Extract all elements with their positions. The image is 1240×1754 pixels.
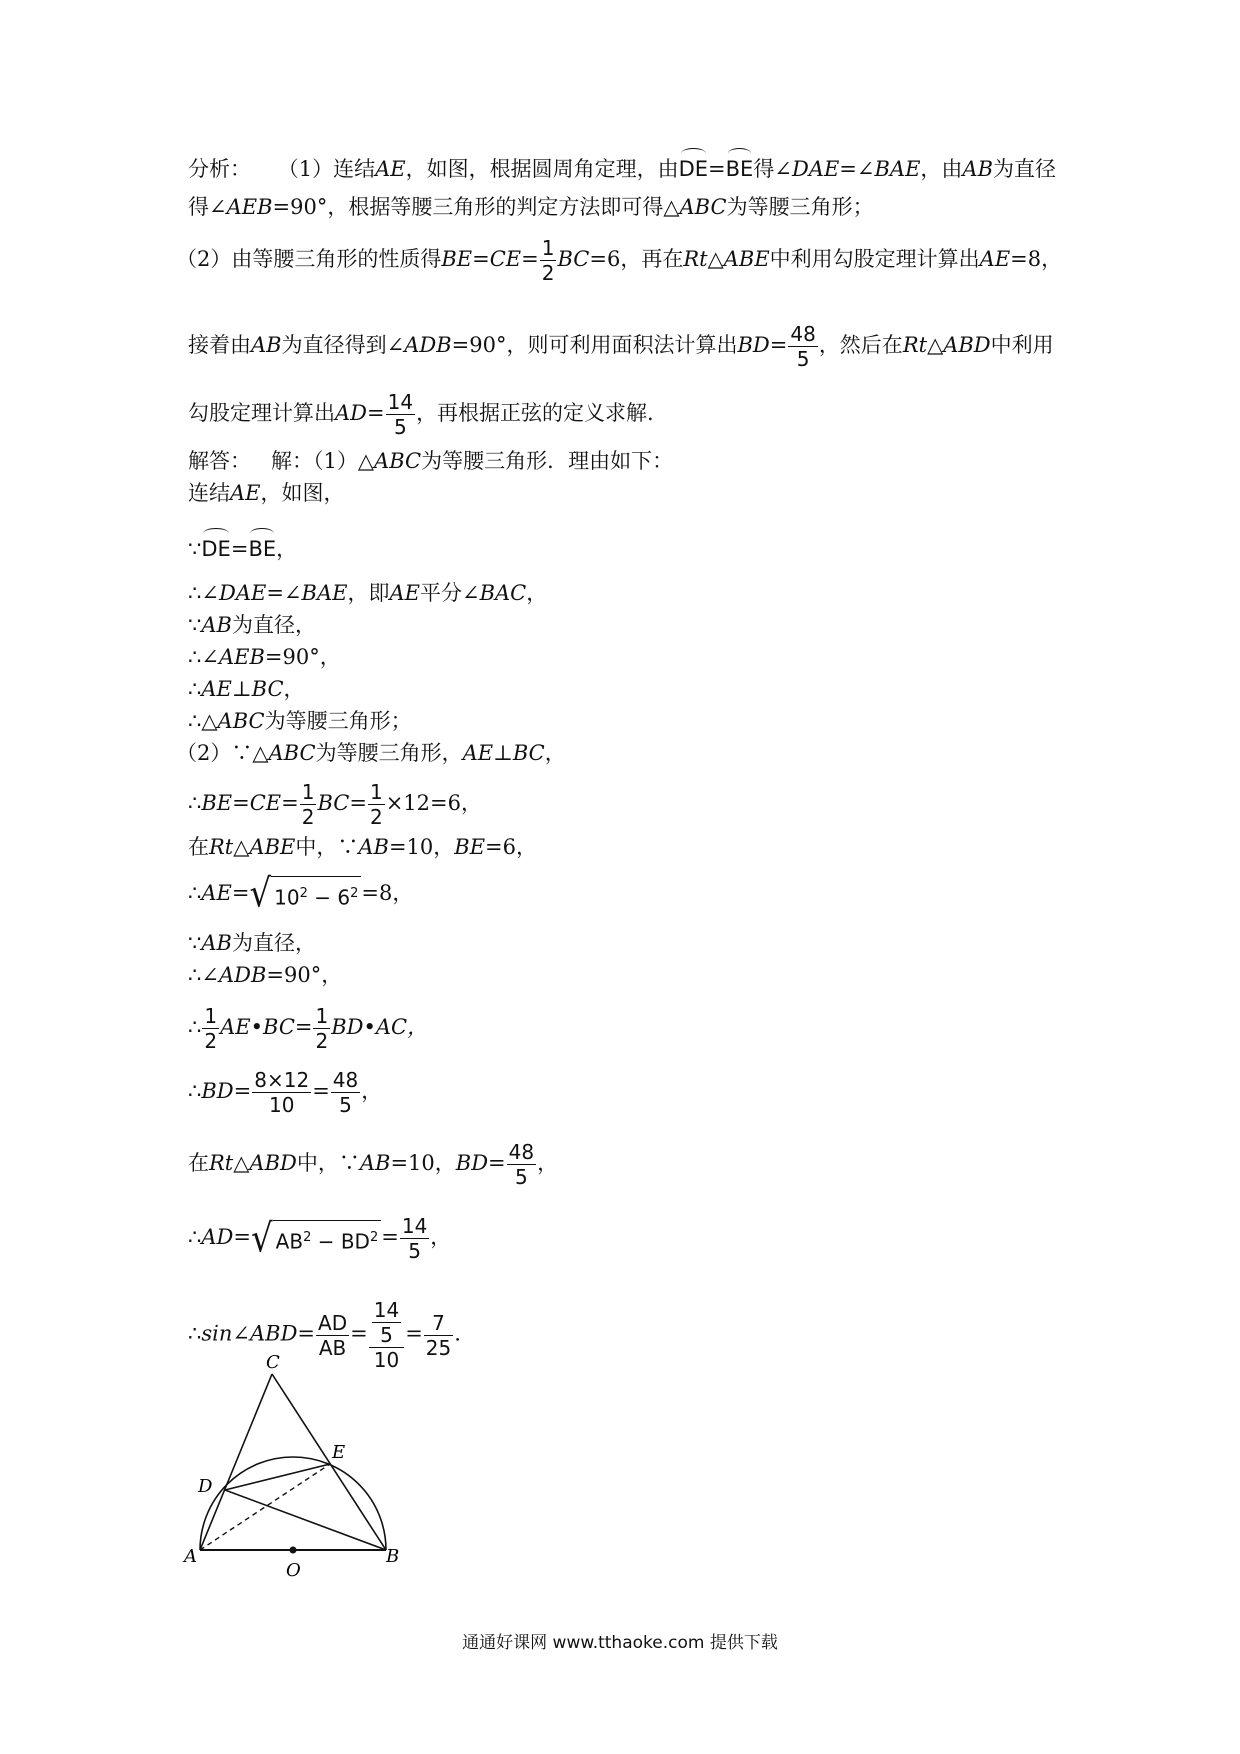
fraction-48-5: $\frac{48}{5}$ [790,322,816,371]
solution-line-7: ∴AE⊥BC， [188,677,305,701]
solution-line-8: ∴△ABC为等腰三角形； [188,709,412,733]
solution-line-2: 连结AE，如图， [188,481,345,505]
solution-line-5: ∵AB为直径， [188,613,316,637]
sqrt-expression: √ $10^2 - 6^2$ [249,876,361,913]
solution-line-17: 在Rt△ABD中，∵AB=10，BD= $\frac{48}{5}$ ， [188,1140,559,1189]
point-o [290,1547,297,1554]
solution-line-6: ∴∠AEB=90°， [188,645,341,669]
segment-db [225,1490,386,1550]
solution-line-18: ∴AD=√ $AB^2 - BD^2$ = $\frac{14}{5}$ ， [188,1214,452,1263]
analysis-line-3: （2）由等腰三角形的性质得BE=CE= $\frac{1}{2}$ BC=6，再在Rt△ABE中利用勾股定理计算出AE=8， [176,236,1063,285]
geometry-figure [180,1350,440,1590]
label-d: D [198,1476,213,1497]
semicircle [200,1457,386,1550]
analysis-line-2: 得∠AEB=90°，根据等腰三角形的判定方法即可得△ABC为等腰三角形； [188,195,874,219]
label-e: E [332,1442,346,1463]
footer-text: 通通好课网 www.tthaoke.com 提供下载 [462,1633,778,1653]
label-o: O [286,1560,301,1581]
arc-be: BE [726,150,754,184]
segment-de [225,1464,330,1490]
solution-line-9: （2）∵△ABC为等腰三角形，AE⊥BC， [176,741,566,765]
solution-line-3: ∵DE=BE， [188,530,297,564]
analysis-line-1: 分析： （1）连结AE，如图，根据圆周角定理，由DE=BE得∠DAE=∠BAE，由AB为直径 [188,150,1056,184]
solution-line-11: 在Rt△ABE中，∵AB=10，BE=6， [188,835,537,859]
segment-bc [272,1374,386,1550]
label-b: B [386,1546,400,1567]
solution-line-14: ∴∠ADB=90°， [188,963,343,987]
solution-line-15: ∴ $\frac{1}{2}$ AE•BC= $\frac{1}{2}$ BD•AC， [188,1004,429,1053]
solution-line-10: ∴BE=CE= $\frac{1}{2}$ BC= $\frac{1}{2}$ ×12=6， [188,780,482,829]
solution-line-19: ∴sin∠ABD= $\frac{AD}{AB}$ = $\frac{\frac{14}{5}}{10}$ = $\frac{7}{25}$ . [188,1298,461,1372]
solution-line-4: ∴∠DAE=∠BAE，即AE平分∠BAC， [188,581,548,605]
compound-fraction: $\frac{\frac{14}{5}}{10}$ [369,1300,404,1370]
label-a: A [184,1546,197,1567]
solution-line-12: ∴AE=√ $10^2 - 6^2 =8$， [188,871,414,918]
segment-ae-dashed [200,1464,330,1550]
solution-line-16: ∴BD= $\frac{8\times 12}{10}$ = $\frac{48}{5}$ ， [188,1068,383,1117]
analysis-line-5: 勾股定理计算出AD= $\frac{14}{5}$ ，再根据正弦的定义求解. [188,390,654,439]
fraction-half: $\frac{1}{2}$ [541,236,555,285]
solution-line-13: ∵AB为直径， [188,931,316,955]
analysis-line-4: 接着由AB为直径得到∠ADB=90°，则可利用面积法计算出BD= $\frac{48}{5}$ ，然后在Rt△ABD中利用 [188,322,1054,371]
arc-de: DE [679,150,708,184]
label-c: C [266,1352,280,1373]
fraction-14-5: $\frac{14}{5}$ [387,390,414,439]
solution-line-1: 解答： 解：（1）△ABC为等腰三角形．理由如下： [188,449,674,473]
